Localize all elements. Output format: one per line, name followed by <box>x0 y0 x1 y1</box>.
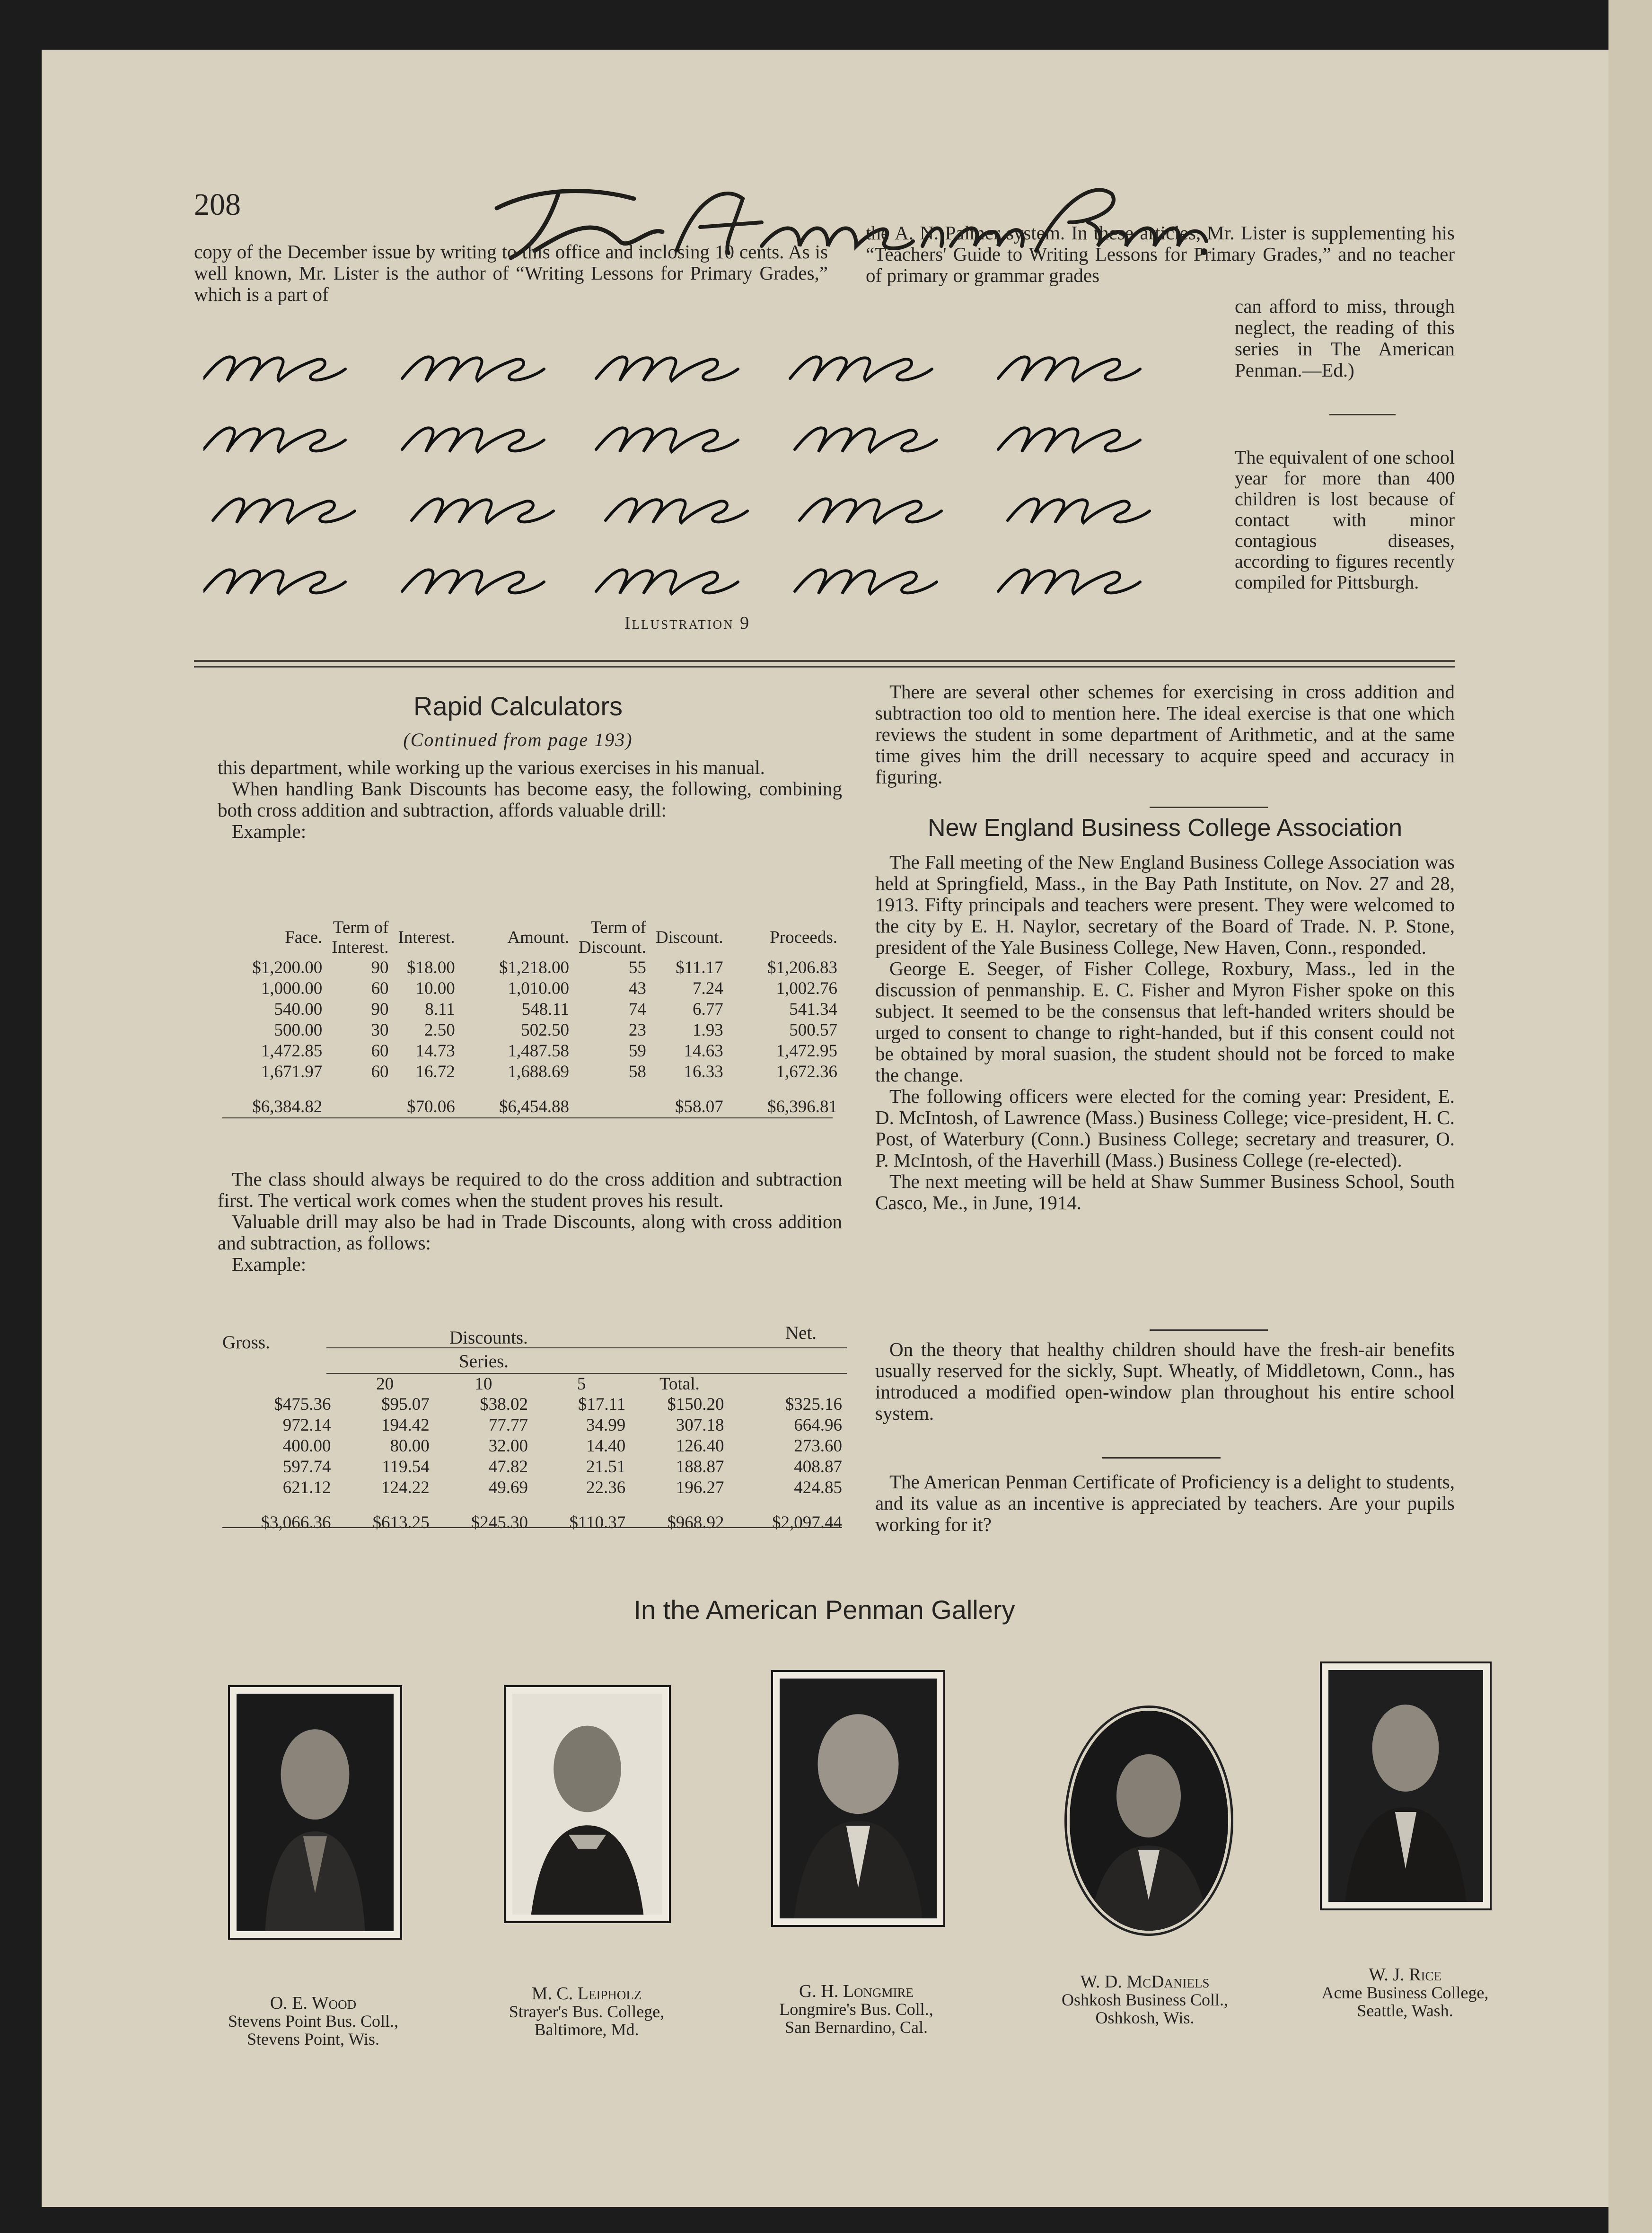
col-header: Discount. <box>655 928 723 947</box>
cell: 664.96 <box>794 1415 842 1435</box>
cell: 34.99 <box>586 1415 626 1435</box>
cell: 119.54 <box>382 1457 430 1477</box>
total-cell: $613.25 <box>372 1513 430 1532</box>
rapid-paragraph-2: When handling Bank Discounts has become easy, the following, combining both cross addition and subtraction, affords valuable drill: <box>218 778 842 821</box>
cell: 7.24 <box>692 979 723 998</box>
total-cell <box>574 1082 651 1117</box>
bank-discount-table <box>213 918 842 1117</box>
cell: 196.27 <box>676 1478 724 1497</box>
table-row <box>218 1436 847 1457</box>
cell: 14.40 <box>586 1436 626 1456</box>
cell: 80.00 <box>390 1436 430 1456</box>
example-label-1: Example: <box>232 820 307 842</box>
total-cell: $110.37 <box>569 1513 626 1532</box>
cell: 90 <box>371 958 389 977</box>
rapid-paragraph-1: this department, while working up the various exercises in his manual. <box>218 756 765 778</box>
person-city: San Bernardino, Cal. <box>785 2018 928 2037</box>
person-school: Oshkosh Business Coll., <box>1061 1990 1229 2009</box>
col-header: Face. <box>285 928 323 947</box>
cell: 1.93 <box>692 1020 723 1040</box>
portrait-silhouette <box>780 1679 937 1918</box>
section-divider-thin <box>194 666 1455 668</box>
caption-m-c-leipholz <box>478 1985 695 2039</box>
cell: 74 <box>628 1000 646 1019</box>
cell: 1,010.00 <box>508 979 569 998</box>
ne-paragraph-2: George E. Seeger, of Fisher College, Roxbury, Mass., led in the discussion of penmanship. E. C. Fisher and Myron Fisher spoke on this subject. It seemed to be the consensus that left-handed writers should be urged to consent to change to right-handed, but if this consent could not be obtained by moral suasion, the student should not be forced to make the change. <box>875 958 1455 1086</box>
total-cell: $6,384.82 <box>252 1097 323 1116</box>
portrait-silhouette <box>1070 1711 1228 1931</box>
cell: 500.00 <box>274 1020 323 1040</box>
total-cell: $6,454.88 <box>499 1097 569 1116</box>
total-cell: $58.07 <box>675 1097 723 1116</box>
cell: 541.34 <box>789 1000 837 1019</box>
cell: 273.60 <box>794 1436 842 1456</box>
cell: 424.85 <box>794 1478 842 1497</box>
penmanship-illustration <box>203 326 1206 629</box>
cell: 1,472.95 <box>776 1041 837 1061</box>
cell: 60 <box>371 1062 389 1081</box>
portrait-silhouette <box>237 1694 394 1931</box>
right-rule-3 <box>1102 1457 1221 1459</box>
cell: 6.77 <box>692 1000 723 1019</box>
cell: 307.18 <box>676 1415 724 1435</box>
total-cell: $245.30 <box>471 1513 528 1532</box>
table-row <box>218 1457 847 1477</box>
table-row <box>213 999 842 1020</box>
cell: 10.00 <box>415 979 455 998</box>
rapid-paragraph-3: The class should always be required to do the cross addition and subtraction first. The vertical work comes when the student proves his result. <box>218 1168 842 1211</box>
table-row <box>218 1394 847 1415</box>
ne-paragraph-4: The next meeting will be held at Shaw Summer Business School, South Casco, Me., in June, 1914. <box>875 1170 1455 1213</box>
person-name: G. H. Longmire <box>799 1981 914 2001</box>
col-header: 20 <box>376 1374 394 1394</box>
portrait-g-h-longmire <box>771 1670 945 1927</box>
cell: 1,000.00 <box>261 979 323 998</box>
person-city: Baltimore, Md. <box>534 2020 639 2039</box>
cell: 8.11 <box>425 1000 455 1019</box>
table-row <box>213 1062 842 1082</box>
series-rule <box>326 1373 847 1374</box>
person-name: W. J. Rice <box>1368 1965 1441 1985</box>
cell: 188.87 <box>676 1457 724 1477</box>
cell: 16.33 <box>684 1062 723 1081</box>
person-city: Stevens Point, Wis. <box>247 2030 379 2048</box>
col-header: Term of Discount. <box>578 918 646 957</box>
table-header-row <box>218 1374 847 1394</box>
sidebar-note: The equivalent of one school year for more than 400 children is lost because of contact with minor contagious diseases, according to figures recently compiled for Pittsburgh. <box>1235 447 1455 593</box>
cell: 1,472.85 <box>261 1041 323 1061</box>
table-row <box>213 1041 842 1062</box>
person-school: Strayer's Bus. College, <box>509 2002 665 2021</box>
table-header-row <box>213 918 842 958</box>
schemes-paragraph: There are several other schemes for exercising in cross addition and subtraction too old to mention here. The ideal exercise is that one which reviews the student in some department of Arithmetic, and at the same time gives him the drill necessary to acquire speed and accuracy in figuring. <box>875 681 1455 788</box>
table2-sum-rule <box>222 1527 842 1528</box>
total-cell: $968.92 <box>667 1513 724 1532</box>
continued-note: (Continued from page 193) <box>403 729 633 750</box>
portrait-silhouette <box>512 1694 662 1915</box>
cell: $17.11 <box>578 1395 626 1414</box>
col-header: Term of Interest. <box>332 918 389 957</box>
cell: 621.12 <box>282 1478 331 1497</box>
person-name: O. E. Wood <box>270 1993 357 2013</box>
intro-aside-paragraph: can afford to miss, through neglect, the reading of this series in The American Penman.—Ed.) <box>1235 295 1455 381</box>
col-header: Amount. <box>507 928 569 947</box>
col-header <box>218 1374 335 1394</box>
facing-page-edge <box>1608 0 1652 2233</box>
col-header: 5 <box>577 1374 586 1394</box>
cell: $325.16 <box>785 1395 842 1414</box>
cell: 47.82 <box>488 1457 528 1477</box>
person-school: Stevens Point Bus. Coll., <box>228 2012 399 2031</box>
person-name: W. D. McDaniels <box>1080 1972 1210 1992</box>
ne-paragraph-1: The Fall meeting of the New England Business College Association was held at Springfield, Mass., in the Bay Path Institute, on Nov. 27 and 28, 1913. Fifty principals and teachers were present. They were welcomed to the city by E. H. Naylor, secretary of the Board of Trade. N. P. Stone, president of the Yale Business College, New Haven, Conn., responded. <box>875 851 1455 958</box>
cell: 30 <box>371 1020 389 1040</box>
cell: $11.17 <box>676 958 723 977</box>
cell: 49.69 <box>488 1478 528 1497</box>
cell: 60 <box>371 979 389 998</box>
table-row <box>218 1477 847 1498</box>
certificate-paragraph: The American Penman Certificate of Proficiency is a delight to students, and its value as an incentive is appreciated by teachers. Are your pupils working for it? <box>875 1471 1455 1535</box>
series-label: Series. <box>459 1351 509 1371</box>
cell: 90 <box>371 1000 389 1019</box>
cell: 22.36 <box>586 1478 626 1497</box>
net-label: Net. <box>785 1323 817 1343</box>
cell: 540.00 <box>274 1000 323 1019</box>
cell: 597.74 <box>282 1457 331 1477</box>
rapid-paragraph-4: Valuable drill may also be had in Trade Discounts, along with cross addition and subtraction, as follows: <box>218 1211 842 1254</box>
cell: 59 <box>628 1041 646 1061</box>
cell: $95.07 <box>381 1395 430 1414</box>
cell: 16.72 <box>415 1062 455 1081</box>
gross-label: Gross. <box>222 1332 270 1353</box>
cell: 77.77 <box>488 1415 528 1435</box>
col-header: Interest. <box>398 928 455 947</box>
cell: 1,688.69 <box>508 1062 569 1081</box>
total-cell: $3,066.36 <box>261 1513 331 1532</box>
sidebar-rule <box>1329 414 1396 415</box>
col-header: Total. <box>659 1374 700 1394</box>
cell: 43 <box>628 979 646 998</box>
total-cell: $6,396.81 <box>767 1097 837 1116</box>
cell: $1,218.00 <box>499 958 569 977</box>
table-total-row <box>213 1082 842 1117</box>
cell: $475.36 <box>274 1395 331 1414</box>
table-row <box>218 1415 847 1436</box>
person-name: M. C. Leipholz <box>531 1984 642 2004</box>
cell: $150.20 <box>667 1395 724 1414</box>
discounts-label: Discounts. <box>449 1327 528 1348</box>
cell: 21.51 <box>586 1457 626 1477</box>
cell: 124.22 <box>381 1478 430 1497</box>
cell: 14.63 <box>684 1041 723 1061</box>
cell: 1,487.58 <box>508 1041 569 1061</box>
right-rule-2 <box>1150 1329 1268 1331</box>
caption-w-d-mcdaniels <box>1036 1973 1254 2027</box>
table1-sum-rule <box>222 1117 833 1118</box>
cell: $18.00 <box>406 958 455 977</box>
cell: 972.14 <box>282 1415 331 1435</box>
person-city: Oshkosh, Wis. <box>1095 2008 1195 2027</box>
cell: $38.02 <box>480 1395 528 1414</box>
person-city: Seattle, Wash. <box>1357 2001 1453 2020</box>
cell: 14.73 <box>415 1041 455 1061</box>
portrait-silhouette <box>1328 1670 1483 1902</box>
cell: $1,206.83 <box>767 958 837 977</box>
person-school: Longmire's Bus. Coll., <box>779 2000 933 2019</box>
cell: 55 <box>628 958 646 977</box>
col-header: Proceeds. <box>770 928 837 947</box>
cell: 2.50 <box>424 1020 455 1040</box>
caption-o-e-wood <box>204 1994 422 2048</box>
intro-left-paragraph: copy of the December issue by writing to this office and inclosing 10 cents. As is well known, Mr. Lister is the author of “Writing Lessons for Primary Grades,” which is a part of <box>194 241 828 305</box>
cell: 23 <box>628 1020 646 1040</box>
cell: 60 <box>371 1041 389 1061</box>
cell: 1,002.76 <box>776 979 837 998</box>
total-cell: $70.06 <box>406 1097 455 1116</box>
ne-association-title: New England Business College Association <box>927 814 1403 842</box>
illustration-caption: Illustration 9 <box>624 613 751 633</box>
page-number: 208 <box>194 187 241 222</box>
caption-g-h-longmire <box>747 1982 965 2036</box>
person-school: Acme Business College, <box>1321 1983 1489 2002</box>
ne-paragraph-3: The following officers were elected for the coming year: President, E. D. McIntosh, of Lawrence (Mass.) Business College; vice-president, H. C. Post, of Waterbury (Conn.) Business College; secretary and treasurer, O. P. McIntosh, of the Haverhill (Mass.) Business College (re-elected). <box>875 1085 1455 1171</box>
table-row <box>213 1020 842 1041</box>
cell: 408.87 <box>794 1457 842 1477</box>
section-divider <box>194 660 1455 662</box>
cell: 548.11 <box>521 1000 569 1019</box>
rapid-calculators-title: Rapid Calculators <box>413 691 623 721</box>
cell: 194.42 <box>381 1415 430 1435</box>
cell: 1,672.36 <box>776 1062 837 1081</box>
cell: $1,200.00 <box>252 958 323 977</box>
fresh-air-paragraph: On the theory that healthy children should have the fresh-air benefits usually reserved for the sickly, Supt. Wheatly, of Middletown, Conn., has introduced a modified open-window plan throughout his entire school system. <box>875 1338 1455 1424</box>
total-cell <box>327 1082 393 1117</box>
table-row <box>213 958 842 978</box>
cell: 500.57 <box>789 1020 837 1040</box>
trade-discount-table <box>218 1374 847 1533</box>
cell: 58 <box>628 1062 646 1081</box>
gallery-title: In the American Penman Gallery <box>633 1595 1015 1625</box>
cell: 126.40 <box>676 1436 724 1456</box>
portrait-w-j-rice <box>1320 1662 1492 1910</box>
portrait-w-d-mcdaniels <box>1067 1708 1231 1934</box>
total-cell: $2,097.44 <box>772 1513 842 1532</box>
col-header: 10 <box>475 1374 492 1394</box>
cell: 400.00 <box>282 1436 331 1456</box>
table-row <box>213 978 842 999</box>
discounts-rule <box>326 1347 847 1348</box>
caption-w-j-rice <box>1296 1966 1514 2020</box>
intro-right-paragraph: the A. N. Palmer system. In these articles, Mr. Lister is supplementing his “Teachers' Guide to Writing Lessons for Primary Grades,” and no teacher of primary or grammar grades <box>866 222 1455 286</box>
portrait-m-c-leipholz <box>504 1685 671 1923</box>
col-header <box>729 1374 847 1394</box>
cell: 1,671.97 <box>261 1062 323 1081</box>
right-rule-1 <box>1150 807 1268 808</box>
cell: 32.00 <box>488 1436 528 1456</box>
cell: 502.50 <box>521 1020 569 1040</box>
example-label-2: Example: <box>232 1253 307 1275</box>
portrait-o-e-wood <box>228 1685 402 1940</box>
